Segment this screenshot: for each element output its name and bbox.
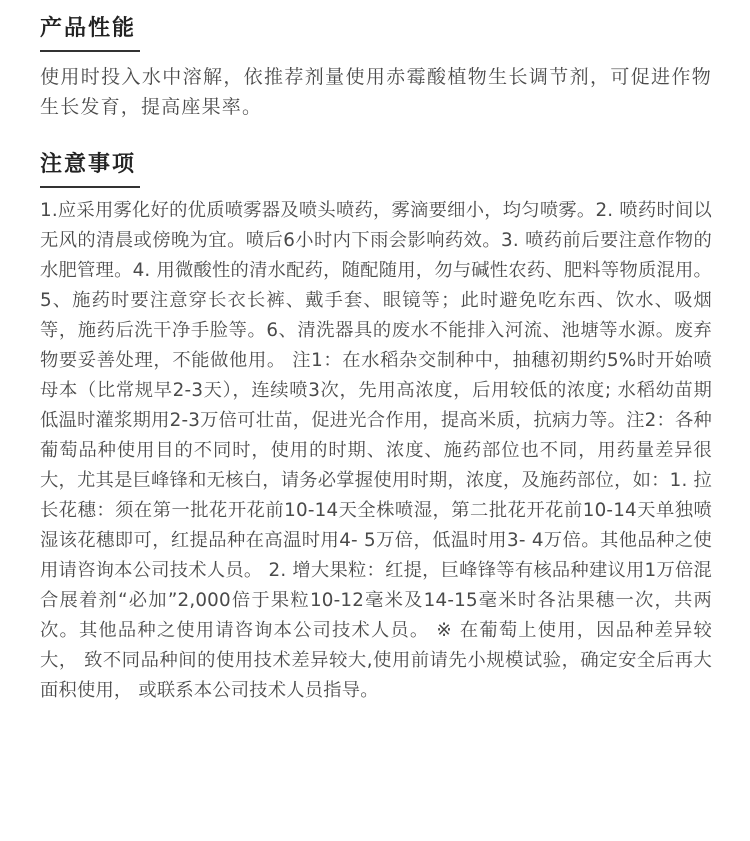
product-performance-title: 产品性能 — [40, 14, 140, 52]
precautions-text: 1.应采用雾化好的优质喷雾器及喷头喷药，雾滴要细小，均匀喷雾。2. 喷药时间以无风的清晨或傍晚为宜。喷后6小时内下雨会影响药效。3. 喷药前后要注意作物的水肥管理。4. 用微酸性的清水配药，随配随用，勿与碱性农药、肥料等物质混用。5、施药时要注意穿长衣长裤、戴手套、眼镜等；此时避免吃东西、饮水、吸烟等，施药后洗干净手脸等。6、清洗器具的废水不能排入河流、池塘等水源。废弃物要妥善处理，不能做他用。 注1：在水稻杂交制种中，抽穗初期约5%时开始喷母本（比常规早2-3天），连续喷3次，先用高浓度，后用较低的浓度; 水稻幼苗期低温时灌浆期用2-3万倍可壮苗，促进光合作用，提高米质，抗病力等。注2：各种葡萄品种使用目的不同时，使用的时期、浓度、施药部位也不同，用药量差异很大，尤其是巨峰锋和无核白，请务必掌握使用时期，浓度，及施药部位，如：1. 拉长花穗：须在第一批花开花前10-14天全株喷湿，第二批花开花前10-14天单独喷湿该花穗即可，红提品种在高温时用4- 5万倍，低温时用3- 4万倍。其他品种之使用请咨询本公司技术人员。 2. 增大果粒：红提，巨峰锋等有核品种建议用1万倍混合展着剂“必加”2,000倍于果粒10-12毫米及14-15毫米时各沾果穗一次，共两次。其他品种之使用请咨询本公司技术人员。 ※ 在葡萄上使用，因品种差异较大， 致不同品种间的使用技术差异较大,使用前请先小规模试验，确定安全后再大面积使用， 或联系本公司技术人员指导。 — [40, 200, 712, 701]
precautions-section — [40, 150, 712, 706]
precautions-title: 注意事项 — [40, 150, 140, 188]
product-performance-text: 使用时投入水中溶解，依推荐剂量使用赤霉酸植物生长调节剂，可促进作物生长发育，提高座果率。 — [40, 66, 712, 118]
product-performance-section — [40, 14, 712, 122]
